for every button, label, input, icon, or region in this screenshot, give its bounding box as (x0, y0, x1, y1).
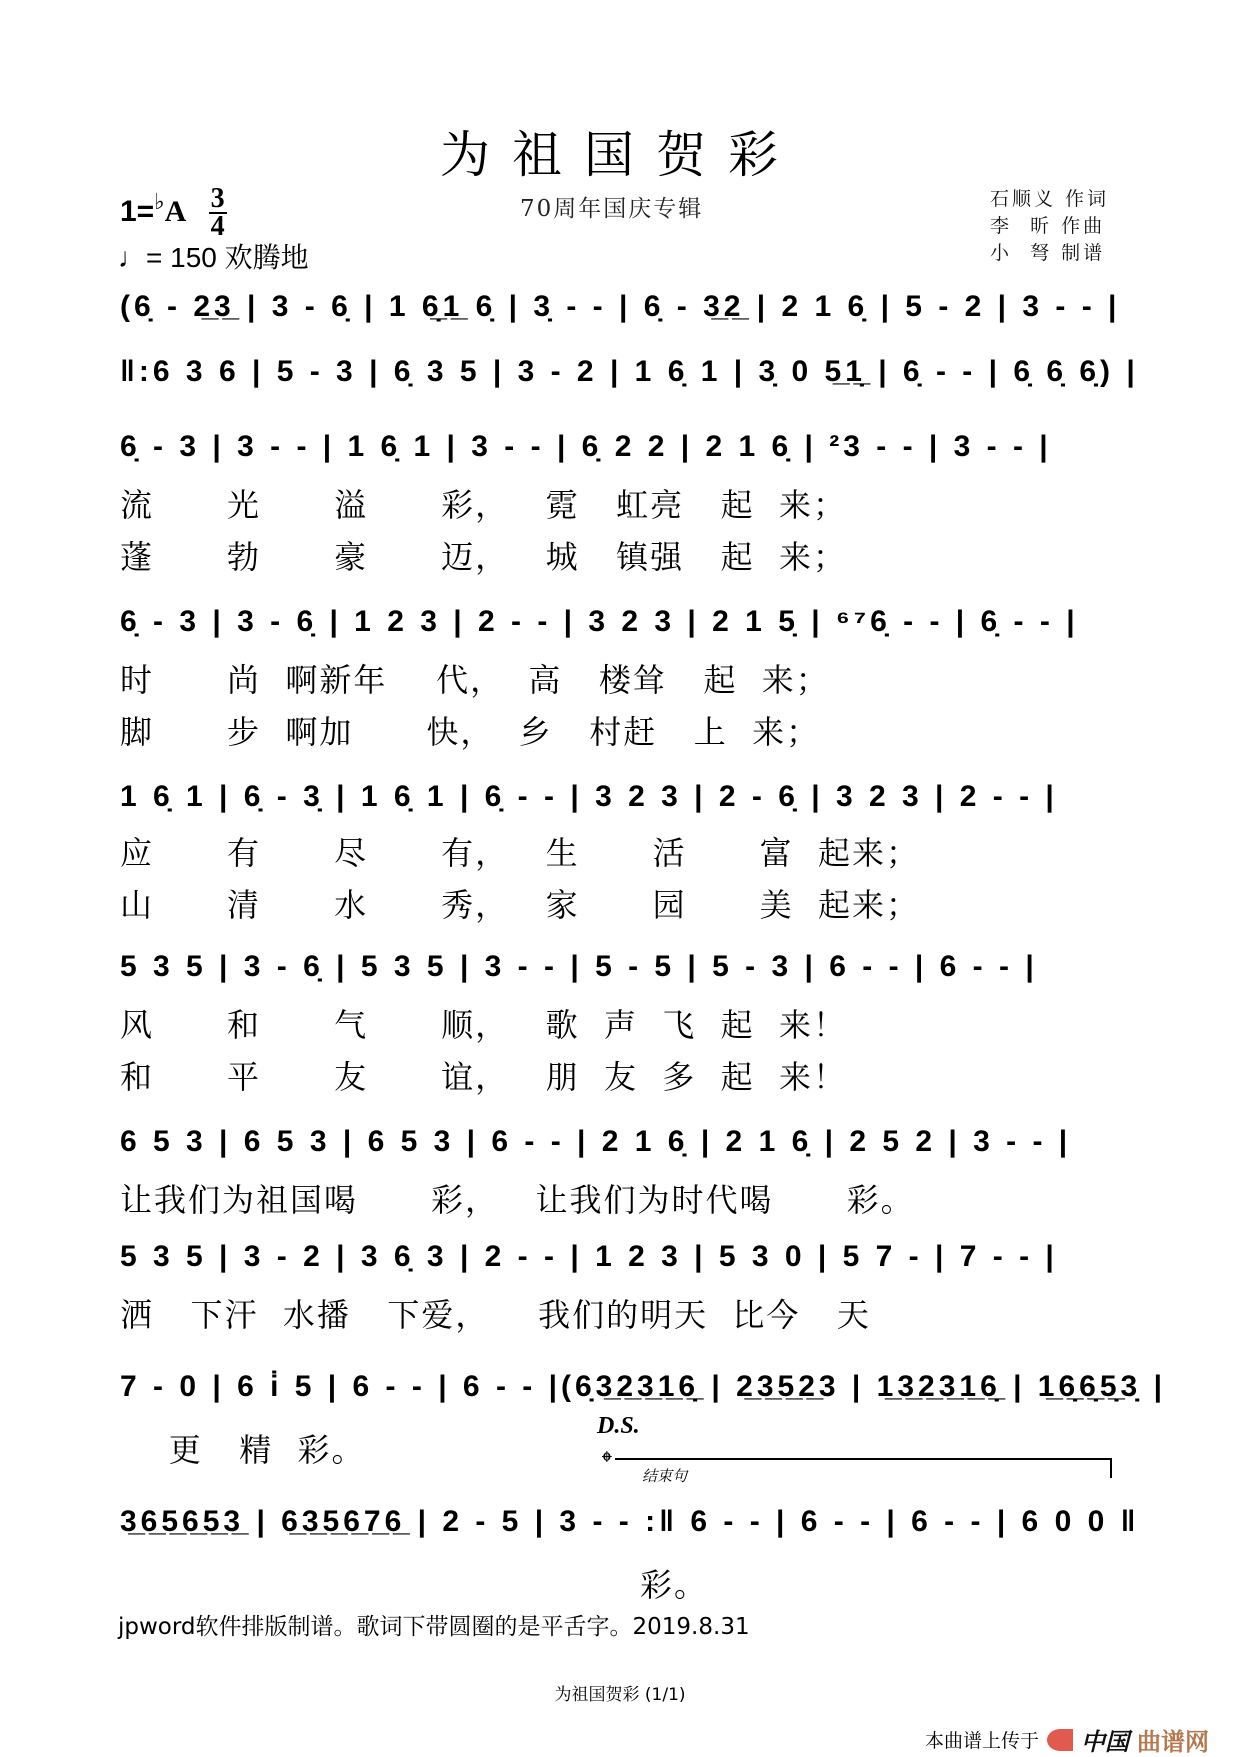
lyric-row-9: 更 精 彩。 (120, 1431, 366, 1469)
time-signature: $\frac{3}{4}$ (210, 183, 225, 242)
key-tonic: 1= (120, 194, 155, 228)
lyric-row-4-verse-1: 时 尚 啊新年 代， 高 楼耸 起 来； (120, 661, 830, 699)
logo-text-china[interactable]: 中国 (1081, 1728, 1130, 1756)
upload-text: 本曲谱上传于 (925, 1730, 1040, 1752)
score-row-1: (6̣ - 2̲3̲ | 3 - 6̣ | 1 6̣̲1̲ 6̣ | 3̣ - - | 6̣ - 3̲2̲ | 2 1 6̣ | 5 - 2 | 3 - - | (120, 290, 1121, 323)
coda-icon: 𝄌 (602, 1445, 612, 1478)
subtitle: 70周年国庆专辑 (520, 196, 704, 222)
score-row-7: 6 5 3 | 6 5 3 | 6 5 3 | 6 - - | 2 1 6̣ | 2 1 6̣ | 2 5 2 | 3 - - | (120, 1125, 1072, 1158)
ending-bracket (615, 1458, 1112, 1478)
lyricist-credit: 石顺义 作词 (990, 188, 1110, 210)
score-row-9: 7 - 0 | 6 i̇ 5 | 6 - - | 6 - - |(6̣3̲2̲3̲1̲6̣̲ | 2̲3̲5̲2̲3 | 1̲3̲2̲3̲1̲6̣̲ | 1̲6̣̲6̣̲5̣̲3̣ | (120, 1370, 1166, 1403)
lyric-row-5-verse-1: 应 有 尽 有， 生 活 富 起来； (120, 834, 921, 872)
lyric-row-5-verse-2: 山 清 水 秀， 家 园 美 起来； (120, 886, 921, 924)
score-row-6: 5 3 5 | 3 - 6̣ | 5 3 5 | 3 - - | 5 - 5 | 5 - 3 | 6 - - | 6 - - | (120, 950, 1038, 983)
score-row-3: 6̣ - 3 | 3 - - | 1 6̣ 1 | 3 - - | 6̣ 2 2 | 2 1 6̣ | ²3 - - | 3 - - | (120, 430, 1052, 463)
lyric-row-6-verse-2: 和 平 友 谊， 朋 友 多 起 来！ (120, 1058, 847, 1096)
score-row-8: 5 3 5 | 3 - 2 | 3 6̣ 3 | 2 - - | 1 2 3 | 5 3 0 | 5 7 - | 7 - - | (120, 1240, 1058, 1273)
score-row-10: 3̲6̲5̲6̲5̲3̲ | 6̲3̲5̲6̲7̲6̲ | 2 - 5 | 3 - - :‖ 6 - - | 6 - - | 6 - - | 6 0 0 ‖ (120, 1505, 1140, 1538)
lyric-row-7: 让我们为祖国喝 彩， 让我们为时代喝 彩。 (120, 1181, 915, 1219)
page-label: 为祖国贺彩 (1/1) (554, 1685, 686, 1705)
tempo-marking: ♩= 150 欢腾地 (118, 242, 309, 273)
lyric-row-10: 彩。 (640, 1566, 709, 1604)
logo-text-qupu[interactable]: 曲谱网 (1137, 1728, 1210, 1756)
da-segno-mark: D.S. (597, 1413, 640, 1439)
key-note: A (164, 194, 187, 228)
flat-icon: ♭ (154, 188, 165, 214)
footer-note: jpword软件排版制谱。歌词下带圆圈的是平舌字。2019.8.31 (118, 1614, 750, 1640)
site-logo-icon (1047, 1729, 1073, 1751)
page-title: 为祖国贺彩 (440, 126, 800, 184)
lyric-row-8: 洒 下汗 水播 下爱， 我们的明天 比今 天 (120, 1296, 871, 1334)
arranger-credit: 小 弩 制谱 (990, 242, 1106, 264)
lyric-row-4-verse-2: 脚 步 啊加 快， 乡 村赶 上 来； (120, 713, 821, 751)
lyric-row-6-verse-1: 风 和 气 顺， 歌 声 飞 起 来！ (120, 1006, 847, 1044)
credits (990, 186, 1109, 267)
composer-credit: 李 昕 作曲 (990, 215, 1106, 237)
lyric-row-3-verse-2: 蓬 勃 豪 迈， 城 镇强 起 来； (120, 538, 847, 576)
score-row-4: 6̣ - 3 | 3 - 6̣ | 1 2 3 | 2 - - | 3 2 3 | 2 1 5̣ | ⁶⁷6̣ - - | 6̣ - - | (120, 605, 1079, 638)
ending-label: 结束句 (642, 1467, 688, 1485)
upload-credit (925, 1722, 1209, 1757)
score-row-2: ‖:6 3 6 | 5 - 3 | 6̣ 3 5 | 3 - 2 | 1 6̣ 1 | 3̣ 0 5̲1̣̲ | 6̣ - - | 6̣ 6̣ 6̣) | (120, 355, 1139, 388)
score-row-5: 1 6̣ 1 | 6̣ - 3̣ | 1 6̣ 1 | 6̣ - - | 3 2 3 | 2 - 6̣ | 3 2 3 | 2 - - | (120, 780, 1058, 813)
key-signature (120, 183, 227, 242)
lyric-row-3-verse-1: 流 光 溢 彩， 霓 虹亮 起 来； (120, 486, 847, 524)
